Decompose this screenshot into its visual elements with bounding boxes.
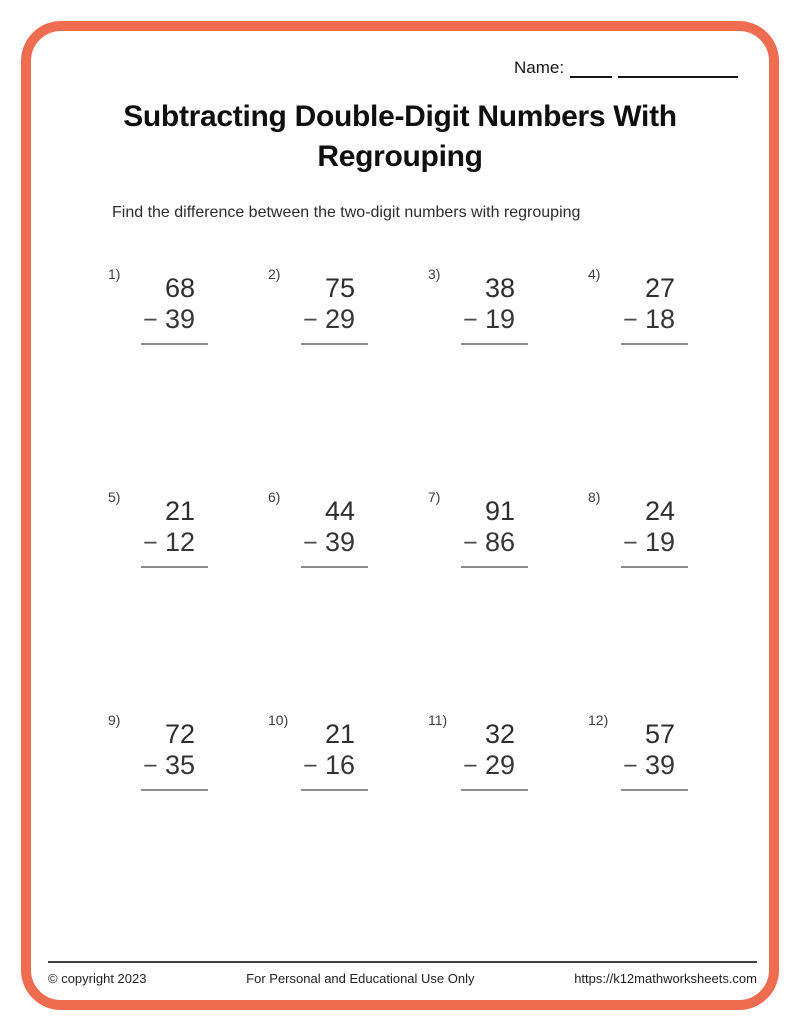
minuend: 44: [324, 496, 355, 526]
answer-line: [621, 566, 688, 568]
name-blank-line-short: [570, 60, 612, 78]
subtraction-problem: [268, 264, 428, 487]
subtrahend: 86: [484, 527, 515, 557]
minuend: 24: [644, 496, 675, 526]
subtrahend-row: [141, 526, 208, 560]
problem-body: [461, 273, 528, 345]
problem-body: [141, 273, 208, 345]
minuend: 75: [324, 273, 355, 303]
page-title-line1: Subtracting Double-Digit Numbers With: [123, 100, 677, 133]
minuend: 57: [644, 719, 675, 749]
minus-sign: −: [463, 752, 478, 780]
minuend: 72: [164, 719, 195, 749]
minuend: 32: [484, 719, 515, 749]
answer-line: [141, 343, 208, 345]
subtraction-problem: [268, 487, 428, 710]
subtraction-problem: [588, 710, 748, 933]
subtrahend: 19: [644, 527, 675, 557]
problem-body: [141, 719, 208, 791]
subtrahend: 19: [484, 304, 515, 334]
name-blank-line-long: [618, 60, 738, 78]
subtraction-problem: [108, 710, 268, 933]
minus-sign: −: [463, 529, 478, 557]
answer-line: [301, 789, 368, 791]
minuend: 21: [164, 496, 195, 526]
subtrahend-row: [141, 749, 208, 783]
subtrahend: 39: [644, 750, 675, 780]
subtrahend: 29: [324, 304, 355, 334]
subtrahend-row: [141, 303, 208, 337]
answer-line: [301, 566, 368, 568]
problem-number-label: 3): [428, 266, 441, 282]
minus-sign: −: [143, 752, 158, 780]
minus-sign: −: [303, 529, 318, 557]
answer-line: [461, 789, 528, 791]
subtraction-problem: [588, 487, 748, 710]
minus-sign: −: [623, 752, 638, 780]
problem-number-label: 5): [108, 489, 121, 505]
problem-number-label: 6): [268, 489, 281, 505]
minus-sign: −: [463, 306, 478, 334]
instruction-text: Find the difference between the two-digit numbers with regrouping: [112, 204, 581, 221]
minus-sign: −: [303, 752, 318, 780]
minus-sign: −: [303, 306, 318, 334]
name-field: [514, 58, 738, 78]
footer-copyright: © copyright 2023: [48, 971, 147, 986]
answer-line: [141, 789, 208, 791]
subtrahend-row: [621, 526, 688, 560]
subtrahend: 12: [164, 527, 195, 557]
problem-number-label: 10): [268, 712, 289, 728]
subtraction-problem: [108, 487, 268, 710]
subtraction-problem: [108, 264, 268, 487]
minuend: 68: [164, 273, 195, 303]
subtraction-problem: [588, 264, 748, 487]
minuend: 38: [484, 273, 515, 303]
subtrahend-row: [301, 303, 368, 337]
page-title-line2: Regrouping: [317, 140, 483, 173]
problems-grid: [108, 264, 748, 933]
problem-number-label: 8): [588, 489, 601, 505]
problem-body: [301, 273, 368, 345]
name-label: Name:: [514, 58, 565, 77]
subtraction-problem: [428, 264, 588, 487]
minuend: 27: [644, 273, 675, 303]
subtrahend-row: [301, 749, 368, 783]
answer-line: [461, 566, 528, 568]
minuend: 21: [324, 719, 355, 749]
footer-divider: [48, 961, 757, 963]
subtrahend-row: [621, 303, 688, 337]
subtrahend: 16: [324, 750, 355, 780]
subtrahend-row: [461, 526, 528, 560]
problem-body: [621, 496, 688, 568]
subtrahend: 29: [484, 750, 515, 780]
answer-line: [621, 789, 688, 791]
answer-line: [621, 343, 688, 345]
page-footer: [48, 961, 757, 986]
footer-usage-note: For Personal and Educational Use Only: [246, 971, 475, 986]
problem-number-label: 4): [588, 266, 601, 282]
subtraction-problem: [268, 710, 428, 933]
subtraction-problem: [428, 710, 588, 933]
page-title: [31, 97, 769, 177]
subtraction-problem: [428, 487, 588, 710]
subtrahend: 18: [644, 304, 675, 334]
problem-body: [621, 273, 688, 345]
subtrahend: 39: [324, 527, 355, 557]
problem-body: [461, 719, 528, 791]
subtrahend-row: [301, 526, 368, 560]
minuend: 91: [484, 496, 515, 526]
subtrahend: 35: [164, 750, 195, 780]
subtrahend-row: [461, 749, 528, 783]
problem-body: [621, 719, 688, 791]
problem-number-label: 12): [588, 712, 609, 728]
footer-url: https://k12mathworksheets.com: [574, 971, 757, 986]
problem-number-label: 2): [268, 266, 281, 282]
minus-sign: −: [143, 529, 158, 557]
minus-sign: −: [623, 306, 638, 334]
minus-sign: −: [143, 306, 158, 334]
problem-body: [141, 496, 208, 568]
subtrahend-row: [461, 303, 528, 337]
problem-body: [461, 496, 528, 568]
problem-number-label: 7): [428, 489, 441, 505]
answer-line: [141, 566, 208, 568]
subtrahend: 39: [164, 304, 195, 334]
problem-number-label: 11): [428, 712, 448, 728]
minus-sign: −: [623, 529, 638, 557]
problem-number-label: 1): [108, 266, 121, 282]
problem-body: [301, 719, 368, 791]
answer-line: [301, 343, 368, 345]
problem-body: [301, 496, 368, 568]
problem-number-label: 9): [108, 712, 121, 728]
subtrahend-row: [621, 749, 688, 783]
answer-line: [461, 343, 528, 345]
